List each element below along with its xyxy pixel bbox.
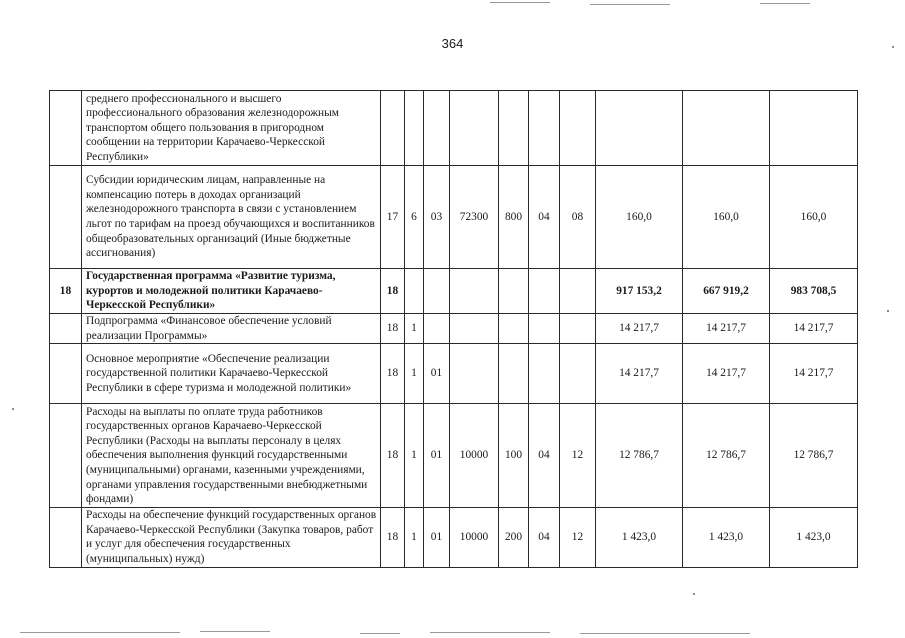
- row-number: [50, 166, 82, 269]
- row-description: Расходы на выплаты по оплате труда работников государственных органов Карачаево-Черкесской Республики (Расходы на выплаты персоналу в целях обеспечения выполнения функций государственными (муниципальными) органами, казенными учреждениями, органами управления государственными внебюджетными фондами): [82, 404, 381, 508]
- direction-code: [450, 269, 499, 314]
- subprogram-code: 1: [405, 314, 424, 344]
- scan-line: [580, 633, 750, 634]
- program-code: 18: [381, 508, 405, 567]
- amount-year-2: 1 423,0: [683, 508, 770, 567]
- program-code: 18: [381, 314, 405, 344]
- section-code: 04: [529, 508, 560, 567]
- subsection-code: [560, 344, 596, 404]
- scan-line: [360, 633, 400, 634]
- direction-code: 10000: [450, 404, 499, 508]
- subsection-code: [560, 91, 596, 166]
- expense-type-code: 800: [499, 166, 529, 269]
- row-number: 18: [50, 269, 82, 314]
- row-number: [50, 91, 82, 166]
- amount-year-2: 14 217,7: [683, 344, 770, 404]
- amount-year-3: 14 217,7: [770, 344, 858, 404]
- subprogram-code: 1: [405, 344, 424, 404]
- section-code: [529, 314, 560, 344]
- expense-type-code: 100: [499, 404, 529, 508]
- amount-year-1: 12 786,7: [596, 404, 683, 508]
- main-event-code: [424, 314, 450, 344]
- table-row: [50, 344, 858, 404]
- program-code: [381, 91, 405, 166]
- expense-type-code: 200: [499, 508, 529, 567]
- main-event-code: 03: [424, 166, 450, 269]
- amount-year-1: 14 217,7: [596, 344, 683, 404]
- row-number: [50, 508, 82, 567]
- direction-code: 10000: [450, 508, 499, 567]
- expense-type-code: [499, 269, 529, 314]
- section-code: [529, 269, 560, 314]
- scan-dot: [12, 408, 14, 410]
- budget-table: [49, 90, 858, 568]
- subsection-code: 08: [560, 166, 596, 269]
- amount-year-3: [770, 91, 858, 166]
- amount-year-1: 917 153,2: [596, 269, 683, 314]
- main-event-code: 01: [424, 508, 450, 567]
- scan-line: [590, 4, 670, 5]
- scan-line: [760, 3, 810, 4]
- scan-dot: [887, 310, 889, 312]
- amount-year-1: [596, 91, 683, 166]
- row-description: среднего профессионального и высшего профессионального образования железнодорожным транспортом общего пользования в пригородном сообщении на территории Карачаево-Черкесской Республики»: [82, 91, 381, 166]
- scan-line: [430, 632, 550, 633]
- amount-year-3: 14 217,7: [770, 314, 858, 344]
- subsection-code: [560, 314, 596, 344]
- program-code: 18: [381, 269, 405, 314]
- row-number: [50, 344, 82, 404]
- row-number: [50, 404, 82, 508]
- amount-year-2: 12 786,7: [683, 404, 770, 508]
- amount-year-2: [683, 91, 770, 166]
- scan-line: [490, 2, 550, 3]
- amount-year-3: 12 786,7: [770, 404, 858, 508]
- scan-line: [200, 631, 270, 632]
- main-event-code: [424, 91, 450, 166]
- subsection-code: 12: [560, 508, 596, 567]
- expense-type-code: [499, 344, 529, 404]
- table-row: [50, 166, 858, 269]
- subprogram-code: 1: [405, 404, 424, 508]
- subprogram-code: [405, 91, 424, 166]
- main-event-code: 01: [424, 404, 450, 508]
- direction-code: 72300: [450, 166, 499, 269]
- amount-year-2: 667 919,2: [683, 269, 770, 314]
- amount-year-1: 14 217,7: [596, 314, 683, 344]
- section-code: 04: [529, 404, 560, 508]
- section-code: [529, 344, 560, 404]
- row-description: Основное мероприятие «Обеспечение реализации государственной политики Карачаево-Черкесской Республики в сфере туризма и молодежной политики»: [82, 344, 381, 404]
- table-row: [50, 314, 858, 344]
- amount-year-3: 160,0: [770, 166, 858, 269]
- subprogram-code: [405, 269, 424, 314]
- table-row: [50, 91, 858, 166]
- scan-dot: [693, 593, 695, 595]
- section-code: [529, 91, 560, 166]
- amount-year-3: 1 423,0: [770, 508, 858, 567]
- program-code: 18: [381, 344, 405, 404]
- page-number: 364: [441, 36, 464, 51]
- subsection-code: [560, 269, 596, 314]
- subprogram-code: 1: [405, 508, 424, 567]
- program-code: 17: [381, 166, 405, 269]
- program-code: 18: [381, 404, 405, 508]
- table-row: [50, 269, 858, 314]
- table-row: [50, 508, 858, 567]
- row-description: Расходы на обеспечение функций государственных органов Карачаево-Черкесской Республики (Закупка товаров, работ и услуг для обеспечения государственных (муниципальных) нужд): [82, 508, 381, 567]
- direction-code: [450, 344, 499, 404]
- row-description: Субсидии юридическим лицам, направленные на компенсацию потерь в доходах организаций железнодорожного транспорта в связи с установлением льгот по тарифам на проезд обучающихся и воспитанников общеобразовательных организаций (Иные бюджетные ассигнования): [82, 166, 381, 269]
- expense-type-code: [499, 314, 529, 344]
- subprogram-code: 6: [405, 166, 424, 269]
- row-description: Государственная программа «Развитие туризма, курортов и молодежной политики Карачаево-Черкесской Республики»: [82, 269, 381, 314]
- amount-year-1: 160,0: [596, 166, 683, 269]
- row-description: Подпрограмма «Финансовое обеспечение условий реализации Программы»: [82, 314, 381, 344]
- main-event-code: [424, 269, 450, 314]
- expense-type-code: [499, 91, 529, 166]
- row-number: [50, 314, 82, 344]
- scan-dot: [892, 46, 894, 48]
- subsection-code: 12: [560, 404, 596, 508]
- main-event-code: 01: [424, 344, 450, 404]
- amount-year-3: 983 708,5: [770, 269, 858, 314]
- amount-year-1: 1 423,0: [596, 508, 683, 567]
- amount-year-2: 160,0: [683, 166, 770, 269]
- table-row: [50, 404, 858, 508]
- direction-code: [450, 314, 499, 344]
- section-code: 04: [529, 166, 560, 269]
- amount-year-2: 14 217,7: [683, 314, 770, 344]
- direction-code: [450, 91, 499, 166]
- scan-line: [20, 632, 180, 633]
